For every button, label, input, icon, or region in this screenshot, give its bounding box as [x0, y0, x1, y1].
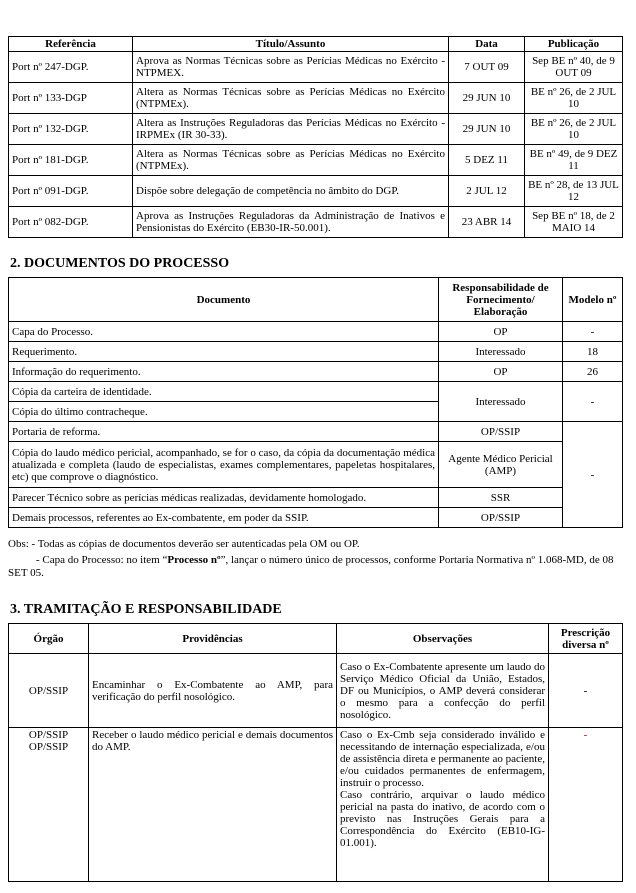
doc-header-responsabilidade: Responsabilidade de Fornecimento/ Elaboração	[439, 278, 563, 322]
ref-cell: Port nº 133-DGP	[9, 83, 133, 114]
documents-table	[8, 277, 623, 528]
ref-cell: Altera as Normas Técnicas sobre as Perícias Médicas no Exército (NTPMEx).	[133, 145, 449, 176]
ref-cell: Port nº 181-DGP.	[9, 145, 133, 176]
tram-cell: OP/SSIP	[9, 654, 89, 728]
ref-cell: Port nº 247-DGP.	[9, 52, 133, 83]
doc-cell: -	[563, 382, 623, 422]
ref-cell: BE nº 26, de 2 JUL 10	[525, 114, 623, 145]
doc-header-documento: Documento	[9, 278, 439, 322]
table-row	[9, 382, 623, 402]
tram-cell	[9, 728, 89, 882]
table-row	[9, 488, 623, 508]
tram-header-prescricao: Prescrição diversa nº	[549, 624, 623, 654]
doc-cell: OP	[439, 362, 563, 382]
ref-header-data: Data	[449, 37, 525, 52]
ref-cell: Sep BE nº 18, de 2 MAIO 14	[525, 207, 623, 238]
doc-cell: Parecer Técnico sobre as perícias médicas realizadas, devidamente homologado.	[9, 488, 439, 508]
doc-cell: Informação do requerimento.	[9, 362, 439, 382]
table-row	[9, 728, 623, 882]
doc-cell: Interessado	[439, 382, 563, 422]
doc-cell: Portaria de reforma.	[9, 422, 439, 442]
section-2-title: 2. DOCUMENTOS DO PROCESSO	[10, 256, 230, 271]
doc-cell: Agente Médico Pericial (AMP)	[439, 442, 563, 488]
tram-orgao-1: OP/SSIP	[28, 729, 69, 741]
doc-cell: OP/SSIP	[439, 508, 563, 528]
doc-cell: -	[563, 422, 623, 528]
ref-cell: 2 JUL 12	[449, 176, 525, 207]
table-row	[9, 322, 623, 342]
ref-cell: BE nº 28, de 13 JUL 12	[525, 176, 623, 207]
table-row	[9, 176, 623, 207]
table-row	[9, 114, 623, 145]
obs-line-2-c: ”, lançar o número único de processos, conforme Portaria Normativa nº 1.068-MD, de 08 SET 05.	[8, 554, 614, 579]
ref-cell: BE nº 26, de 2 JUL 10	[525, 83, 623, 114]
ref-cell: Altera as Normas Técnicas sobre as Perícias Médicas no Exército (NTPMEx).	[133, 83, 449, 114]
table-row	[9, 342, 623, 362]
table-row	[9, 442, 623, 488]
ref-header-publicacao: Publicação	[525, 37, 623, 52]
tram-cell	[337, 728, 549, 882]
documents-observations	[8, 538, 620, 580]
table-row	[9, 207, 623, 238]
doc-header-modelo: Modelo nº	[563, 278, 623, 322]
doc-cell: Cópia do último contracheque.	[9, 402, 439, 422]
ref-header-referencia: Referência	[9, 37, 133, 52]
doc-cell: Cópia da carteira de identidade.	[9, 382, 439, 402]
ref-cell: 5 DEZ 11	[449, 145, 525, 176]
doc-cell: OP/SSIP	[439, 422, 563, 442]
ref-cell: 23 ABR 14	[449, 207, 525, 238]
table-row	[9, 422, 623, 442]
doc-cell: SSR	[439, 488, 563, 508]
ref-cell: BE nº 49, de 9 DEZ 11	[525, 145, 623, 176]
table-row	[9, 654, 623, 728]
tram-cell: -	[549, 654, 623, 728]
obs-line-2	[8, 554, 620, 580]
tram-header-orgao: Órgão	[9, 624, 89, 654]
tram-cell: Encaminhar o Ex-Combatente ao AMP, para verificação do perfil nosológico.	[89, 654, 337, 728]
doc-cell: 26	[563, 362, 623, 382]
doc-cell: Demais processos, referentes ao Ex-combatente, em poder da SSIP.	[9, 508, 439, 528]
ref-cell: Port nº 132-DGP.	[9, 114, 133, 145]
tram-obs-2: Caso contrário, arquivar o laudo médico pericial na pasta do inativo, de acordo com o previsto nas Instruções Gerais para a Correspondência do Exército (EB10-IG-01.001).	[340, 789, 545, 849]
tram-obs-1: Caso o Ex-Cmb seja considerado inválido e necessitando de internação especializada, e/ou de assistência direta e permanente ao paciente, e/ou cuidados permanentes de enfermagem, instruir o processo.	[340, 729, 545, 789]
tram-cell: Caso o Ex-Combatente apresente um laudo do Serviço Médico Oficial da União, Estados, DF ou Municípios, o AMP deverá considerar o mesmo para a confecção do perfil nosológico.	[337, 654, 549, 728]
table-row	[9, 362, 623, 382]
table-row	[9, 508, 623, 528]
ref-cell: Port nº 082-DGP.	[9, 207, 133, 238]
reference-table	[8, 36, 623, 238]
tram-cell: -	[549, 728, 623, 882]
doc-cell: Capa do Processo.	[9, 322, 439, 342]
ref-cell: 29 JUN 10	[449, 83, 525, 114]
ref-cell: 7 OUT 09	[449, 52, 525, 83]
obs-line-1: Obs: - Todas as cópias de documentos deverão ser autenticadas pela OM ou OP.	[8, 538, 360, 550]
table-row	[9, 83, 623, 114]
doc-cell: OP	[439, 322, 563, 342]
obs-line-2-a: - Capa do Processo: no item “	[36, 554, 168, 566]
ref-cell: Altera as Instruções Reguladoras das Perícias Médicas no Exército - IRPMEx (IR 30-33).	[133, 114, 449, 145]
doc-cell: Cópia do laudo médico pericial, acompanhado, se for o caso, da cópia da documentação médica atualizada e completa (laudo de especialistas, exames complementares, papeletas hospitalares, etc) que comprove o diagnóstico.	[9, 442, 439, 488]
tramitacao-table	[8, 623, 623, 882]
ref-cell: Sep BE nº 40, de 9 OUT 09	[525, 52, 623, 83]
doc-cell: Interessado	[439, 342, 563, 362]
doc-cell: 18	[563, 342, 623, 362]
tram-header-observacoes: Observações	[337, 624, 549, 654]
table-row	[9, 52, 623, 83]
ref-cell: Aprova as Normas Técnicas sobre as Perícias Médicas no Exército - NTPMEX.	[133, 52, 449, 83]
table-row	[9, 145, 623, 176]
section-3-title: 3. TRAMITAÇÃO E RESPONSABILIDADE	[10, 602, 282, 617]
tram-cell: Receber o laudo médico pericial e demais documentos do AMP.	[89, 728, 337, 882]
ref-cell: 29 JUN 10	[449, 114, 525, 145]
tram-header-providencias: Providências	[89, 624, 337, 654]
ref-cell: Port nº 091-DGP.	[9, 176, 133, 207]
ref-cell: Dispõe sobre delegação de competência no âmbito do DGP.	[133, 176, 449, 207]
obs-line-2-bold: Processo nº	[167, 554, 221, 566]
tram-orgao-2: OP/SSIP	[28, 741, 69, 753]
doc-cell: Requerimento.	[9, 342, 439, 362]
doc-cell: -	[563, 322, 623, 342]
ref-header-titulo: Título/Assunto	[133, 37, 449, 52]
ref-cell: Aprova as Instruções Reguladoras da Administração de Inativos e Pensionistas do Exército (EB30-IR-50.001).	[133, 207, 449, 238]
